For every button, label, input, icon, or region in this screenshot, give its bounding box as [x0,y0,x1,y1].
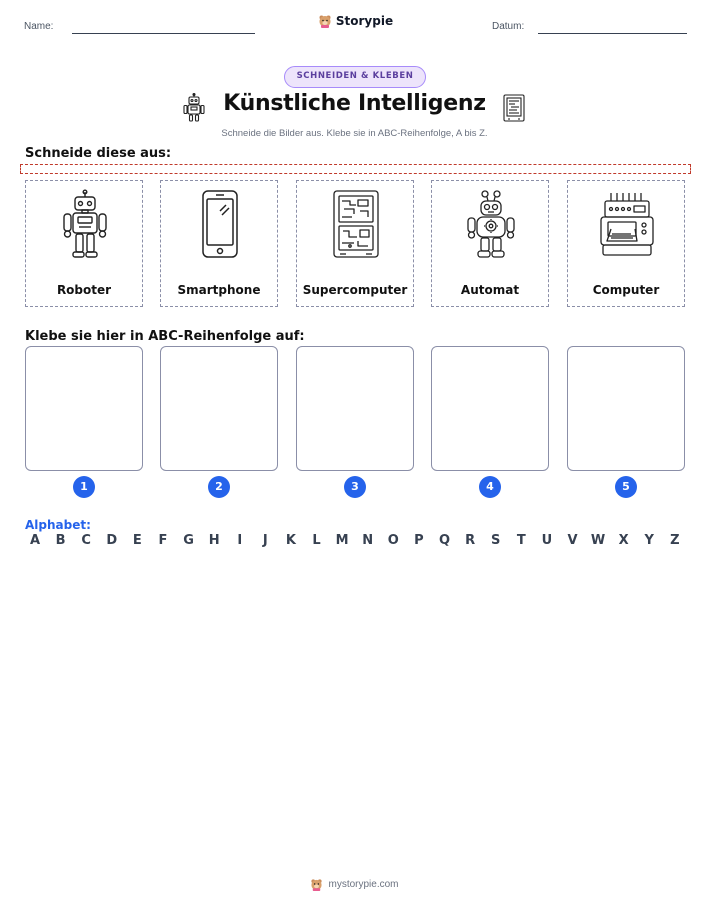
date-label: Datum: [492,21,525,32]
computer-icon [597,189,657,261]
number-badge-4: 4 [479,476,501,498]
glue-boxes [25,346,685,498]
alphabet-letter: J [262,533,268,548]
alphabet-letter: X [618,533,629,548]
cut-card-smartphone[interactable] [160,180,278,307]
footer [0,878,709,894]
alphabet-label: Alphabet: [25,518,91,532]
glue-box-4[interactable] [431,346,549,471]
cut-line [20,164,691,174]
alphabet-letter: F [158,533,168,548]
alphabet-letter: B [55,533,66,548]
card-label: Automat [460,283,520,297]
number-badge-1: 1 [73,476,95,498]
smartphone-icon [190,189,250,261]
alphabet-letter: Z [670,533,680,548]
cut-card-computer[interactable] [567,180,685,307]
cut-card-automat[interactable] [431,180,549,307]
name-label: Name: [24,21,54,32]
automaton-icon [461,189,521,261]
alphabet-letter: K [285,533,296,548]
alphabet-letter: Y [644,533,654,548]
alphabet-letter: P [414,533,424,548]
number-badge-3: 3 [344,476,366,498]
card-label: Computer [592,283,660,297]
alphabet-letter: H [208,533,220,548]
name-line[interactable] [72,33,255,34]
alphabet-letter: O [387,533,399,548]
card-label: Smartphone [177,283,261,297]
alphabet-letter: R [465,533,476,548]
robot-icon [55,189,115,261]
alphabet-letter: V [567,533,578,548]
supercomputer-icon [326,189,386,261]
supercomputer-icon [502,93,526,123]
alphabet-letter: A [29,533,41,548]
alphabet-letter: M [335,533,349,548]
cut-section-label: Schneide diese aus: [25,146,172,161]
alphabet-letter: N [362,533,374,548]
brand-name: Storypie [335,14,394,28]
alphabet-letter: S [491,533,501,548]
cut-card-roboter[interactable] [25,180,143,307]
footer-url: mystorypie.com [328,879,399,890]
instructions: Schneide die Bilder aus. Klebe sie in ABC-Reihenfolge, A bis Z. [221,128,488,139]
alphabet-letter: G [183,533,194,548]
card-label: Roboter [56,283,112,297]
date-line[interactable] [538,33,687,34]
brand [24,14,687,31]
alphabet-letter: D [106,533,118,548]
activity-badge: SCHNEIDEN & KLEBEN [284,66,426,88]
cut-cards [25,180,685,307]
glue-box-2[interactable] [160,346,278,471]
number-badge-5: 5 [615,476,637,498]
alphabet-letter: W [590,533,606,548]
alphabet-letter: U [541,533,553,548]
number-badge-2: 2 [208,476,230,498]
worksheet-header [24,14,687,40]
alphabet-letter: T [516,533,526,548]
glue-section-label: Klebe sie hier in ABC-Reihenfolge auf: [25,329,305,344]
alphabet-letter: L [312,533,321,548]
glue-box-1[interactable] [25,346,143,471]
alphabet-letter: Q [438,533,451,548]
glue-box-3[interactable] [296,346,414,471]
title-row [0,91,709,123]
card-label: Supercomputer [302,283,408,297]
cut-card-supercomputer[interactable] [296,180,414,307]
alphabet-letter: C [81,533,91,548]
alphabet-letter: I [237,533,243,548]
alphabet-row [25,533,685,551]
glue-box-5[interactable] [567,346,685,471]
alphabet-letter: E [132,533,142,548]
bear-logo-icon [318,14,332,28]
page-title: Künstliche Intelligenz [223,91,486,116]
bear-logo-icon [310,878,323,891]
